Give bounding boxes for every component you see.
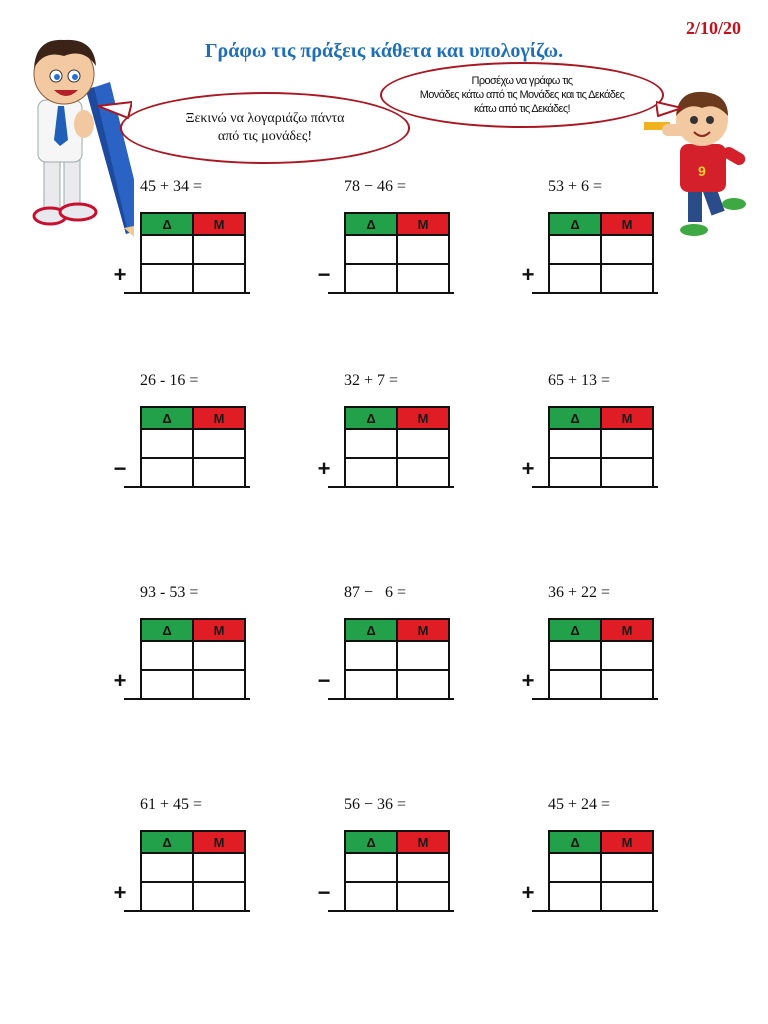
units-header: Μ	[193, 213, 245, 235]
exercise-9	[518, 584, 678, 724]
units-cell[interactable]	[601, 264, 653, 293]
place-value-table	[548, 830, 654, 912]
bubble-left-line2: από τις μονάδες!	[217, 129, 313, 144]
place-value-table	[344, 212, 450, 294]
units-cell[interactable]	[397, 641, 449, 670]
answer-line	[532, 910, 658, 912]
tens-cell[interactable]	[141, 429, 193, 458]
exercise-8	[314, 584, 474, 724]
speech-bubble-start-with-units	[120, 92, 410, 164]
place-value-table	[140, 830, 246, 912]
units-cell[interactable]	[193, 458, 245, 487]
tens-cell[interactable]	[345, 235, 397, 264]
units-cell[interactable]	[193, 853, 245, 882]
speech-bubble-align-digits	[380, 62, 664, 128]
page-title: Γράφω τις πράξεις κάθετα και υπολογίζω.	[204, 40, 564, 62]
units-cell[interactable]	[601, 670, 653, 699]
units-header: Μ	[397, 213, 449, 235]
exercise-expression: 78 − 46 =	[344, 178, 407, 195]
tens-header: Δ	[345, 831, 397, 853]
tens-cell[interactable]	[141, 670, 193, 699]
exercise-expression: 32 + 7 =	[344, 372, 399, 389]
tens-header: Δ	[549, 831, 601, 853]
exercise-1	[110, 178, 270, 318]
tens-cell[interactable]	[141, 264, 193, 293]
exercise-6	[518, 372, 678, 512]
answer-line	[532, 292, 658, 294]
units-cell[interactable]	[601, 882, 653, 911]
exercise-11	[314, 796, 474, 936]
bubble-left-tail	[98, 100, 132, 120]
tens-cell[interactable]	[549, 458, 601, 487]
exercise-10	[110, 796, 270, 936]
tens-cell[interactable]	[549, 429, 601, 458]
operation-sign: −	[317, 880, 331, 905]
exercise-expression: 93 - 53 =	[140, 584, 199, 601]
units-header: Μ	[601, 619, 653, 641]
tens-header: Δ	[345, 619, 397, 641]
tens-header: Δ	[141, 213, 193, 235]
exercise-7	[110, 584, 270, 724]
tens-cell[interactable]	[549, 853, 601, 882]
operation-sign: +	[113, 262, 127, 287]
tens-cell[interactable]	[549, 235, 601, 264]
units-header: Μ	[397, 407, 449, 429]
units-cell[interactable]	[193, 429, 245, 458]
bubble-right-line3: κάτω από τις Δεκάδες!	[474, 103, 570, 115]
exercise-expression: 26 - 16 =	[140, 372, 199, 389]
tens-cell[interactable]	[141, 235, 193, 264]
bubble-right-tail	[656, 100, 682, 118]
answer-line	[328, 486, 454, 488]
tens-header: Δ	[141, 407, 193, 429]
units-header: Μ	[397, 831, 449, 853]
operation-sign: −	[317, 262, 331, 287]
tens-header: Δ	[141, 831, 193, 853]
exercise-expression: 45 + 24 =	[548, 796, 611, 813]
tens-cell[interactable]	[549, 264, 601, 293]
operation-sign: +	[113, 880, 127, 905]
tens-header: Δ	[345, 407, 397, 429]
place-value-table	[548, 406, 654, 488]
place-value-table	[140, 618, 246, 700]
exercise-4	[110, 372, 270, 512]
tens-cell[interactable]	[141, 882, 193, 911]
bubble-left-line1: Ξεκινώ να λογαριάζω πάντα	[185, 111, 345, 126]
units-header: Μ	[397, 619, 449, 641]
operation-sign: +	[521, 262, 535, 287]
tens-cell[interactable]	[345, 853, 397, 882]
tens-cell[interactable]	[345, 670, 397, 699]
units-cell[interactable]	[193, 882, 245, 911]
units-header: Μ	[193, 831, 245, 853]
units-cell[interactable]	[601, 458, 653, 487]
tens-cell[interactable]	[345, 882, 397, 911]
operation-sign: −	[113, 456, 127, 481]
units-cell[interactable]	[397, 882, 449, 911]
answer-line	[124, 486, 250, 488]
units-header: Μ	[601, 407, 653, 429]
operation-sign: −	[317, 668, 331, 693]
units-cell[interactable]	[397, 235, 449, 264]
units-header: Μ	[601, 831, 653, 853]
exercise-expression: 45 + 34 =	[140, 178, 203, 195]
operation-sign: +	[521, 456, 535, 481]
answer-line	[124, 910, 250, 912]
tens-cell[interactable]	[549, 641, 601, 670]
answer-line	[124, 698, 250, 700]
exercise-expression: 56 − 36 =	[344, 796, 407, 813]
tens-cell[interactable]	[141, 641, 193, 670]
units-cell[interactable]	[601, 429, 653, 458]
units-cell[interactable]	[397, 429, 449, 458]
operation-sign: +	[113, 668, 127, 693]
exercise-expression: 65 + 13 =	[548, 372, 611, 389]
place-value-table	[548, 618, 654, 700]
exercise-3	[518, 178, 678, 318]
tens-header: Δ	[549, 213, 601, 235]
tens-cell[interactable]	[345, 264, 397, 293]
place-value-table	[344, 618, 450, 700]
exercise-5	[314, 372, 474, 512]
units-cell[interactable]	[397, 458, 449, 487]
units-cell[interactable]	[193, 264, 245, 293]
units-cell[interactable]	[193, 235, 245, 264]
tens-header: Δ	[549, 619, 601, 641]
place-value-table	[344, 406, 450, 488]
operation-sign: +	[521, 880, 535, 905]
units-cell[interactable]	[601, 853, 653, 882]
units-cell[interactable]	[193, 641, 245, 670]
exercise-expression: 36 + 22 =	[548, 584, 611, 601]
place-value-table	[140, 406, 246, 488]
answer-line	[328, 910, 454, 912]
units-header: Μ	[601, 213, 653, 235]
tens-cell[interactable]	[141, 458, 193, 487]
operation-sign: +	[521, 668, 535, 693]
answer-line	[124, 292, 250, 294]
exercise-expression: 61 + 45 =	[140, 796, 203, 813]
tens-cell[interactable]	[345, 429, 397, 458]
units-header: Μ	[193, 407, 245, 429]
exercise-12	[518, 796, 678, 936]
tens-cell[interactable]	[141, 853, 193, 882]
units-cell[interactable]	[397, 670, 449, 699]
date-label: 2/10/20	[686, 18, 742, 38]
units-header: Μ	[193, 619, 245, 641]
tens-cell[interactable]	[549, 670, 601, 699]
answer-line	[532, 486, 658, 488]
bubble-right-line2: Μονάδες κάτω από τις Μονάδες και τις Δεκάδες	[419, 89, 625, 101]
exercise-2	[314, 178, 474, 318]
operation-sign: +	[317, 456, 331, 481]
place-value-table	[140, 212, 246, 294]
tens-header: Δ	[345, 213, 397, 235]
tens-cell[interactable]	[345, 641, 397, 670]
svg-text:9: 9	[698, 163, 706, 179]
answer-line	[328, 292, 454, 294]
place-value-table	[344, 830, 450, 912]
answer-line	[328, 698, 454, 700]
exercise-expression: 87 − 6 =	[344, 584, 407, 601]
tens-header: Δ	[141, 619, 193, 641]
tens-cell[interactable]	[345, 458, 397, 487]
units-cell[interactable]	[601, 235, 653, 264]
units-cell[interactable]	[601, 641, 653, 670]
tens-cell[interactable]	[549, 882, 601, 911]
exercise-expression: 53 + 6 =	[548, 178, 603, 195]
place-value-table	[548, 212, 654, 294]
units-cell[interactable]	[397, 264, 449, 293]
units-cell[interactable]	[397, 853, 449, 882]
answer-line	[532, 698, 658, 700]
units-cell[interactable]	[193, 670, 245, 699]
tens-header: Δ	[549, 407, 601, 429]
bubble-right-line1: Προσέχω να γράφω τις	[471, 75, 573, 87]
